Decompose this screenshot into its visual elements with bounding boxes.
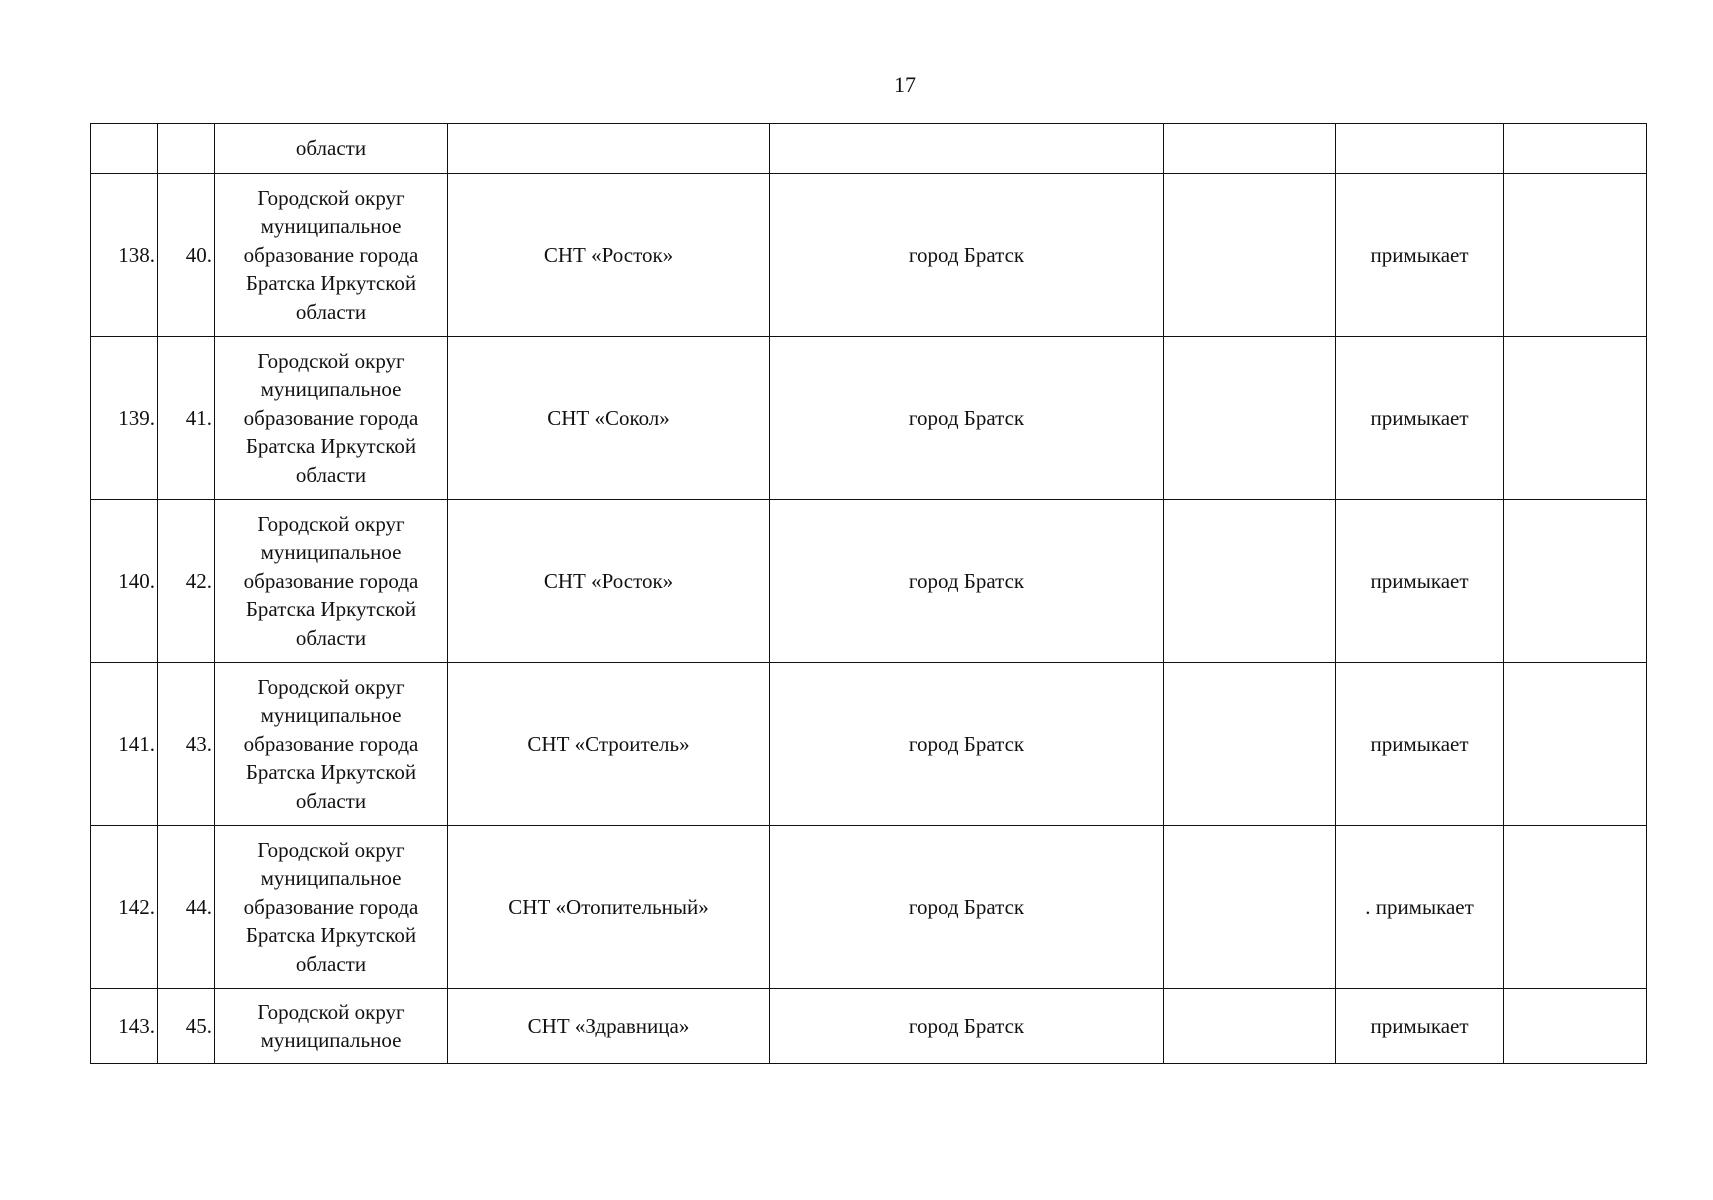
row-number-cell: 141. bbox=[91, 663, 158, 826]
municipality-cell bbox=[215, 337, 448, 500]
municipality-cell bbox=[215, 124, 448, 174]
note-cell bbox=[1504, 826, 1647, 989]
sub-number-cell: 41. bbox=[158, 337, 215, 500]
sub-number-cell: 40. bbox=[158, 174, 215, 337]
locality-cell: город Братск bbox=[770, 500, 1164, 663]
table-row-continuation bbox=[91, 124, 1647, 174]
relation-cell: примыкает bbox=[1336, 337, 1504, 500]
municipality-cell bbox=[215, 500, 448, 663]
municipality-text: Городской округ муниципальное образование города Братска Иркутской области bbox=[243, 185, 419, 324]
table-row bbox=[91, 989, 1647, 1064]
extra-cell bbox=[1164, 174, 1336, 337]
locality-cell: город Братск bbox=[770, 663, 1164, 826]
row-number-cell bbox=[91, 124, 158, 174]
note-cell bbox=[1504, 663, 1647, 826]
settlement-cell: СНТ «Здравница» bbox=[448, 989, 770, 1064]
registry-table bbox=[90, 123, 1647, 1064]
sub-number-cell: 43. bbox=[158, 663, 215, 826]
municipality-text: Городской округ муниципальное образование города Братска Иркутской области bbox=[243, 511, 419, 650]
table-row bbox=[91, 174, 1647, 337]
page-number: 17 bbox=[894, 72, 916, 97]
locality-cell: город Братск bbox=[770, 174, 1164, 337]
relation-cell bbox=[1336, 124, 1504, 174]
table-row bbox=[91, 826, 1647, 989]
note-cell bbox=[1504, 989, 1647, 1064]
relation-cell: примыкает bbox=[1336, 663, 1504, 826]
extra-cell bbox=[1164, 500, 1336, 663]
municipality-cell bbox=[215, 663, 448, 826]
municipality-text: Городской округ муниципальное bbox=[257, 999, 405, 1052]
settlement-cell: СНТ «Строитель» bbox=[448, 663, 770, 826]
table-row bbox=[91, 337, 1647, 500]
settlement-cell: СНТ «Росток» bbox=[448, 174, 770, 337]
extra-cell bbox=[1164, 124, 1336, 174]
extra-cell bbox=[1164, 337, 1336, 500]
municipality-text: Городской округ муниципальное образование города Братска Иркутской области bbox=[243, 837, 419, 976]
relation-cell: примыкает bbox=[1336, 500, 1504, 663]
note-cell bbox=[1504, 337, 1647, 500]
municipality-cell bbox=[215, 826, 448, 989]
settlement-cell: СНТ «Сокол» bbox=[448, 337, 770, 500]
municipality-text: Городской округ муниципальное образование города Братска Иркутской области bbox=[243, 674, 419, 813]
locality-cell: город Братск bbox=[770, 826, 1164, 989]
extra-cell bbox=[1164, 663, 1336, 826]
sub-number-cell: 42. bbox=[158, 500, 215, 663]
settlement-cell: СНТ «Отопительный» bbox=[448, 826, 770, 989]
table-row bbox=[91, 663, 1647, 826]
note-cell bbox=[1504, 500, 1647, 663]
note-cell bbox=[1504, 174, 1647, 337]
municipality-text: области bbox=[295, 136, 367, 161]
locality-cell bbox=[770, 124, 1164, 174]
municipality-cell bbox=[215, 989, 448, 1064]
settlement-cell bbox=[448, 124, 770, 174]
note-cell bbox=[1504, 124, 1647, 174]
row-number-cell: 143. bbox=[91, 989, 158, 1064]
municipality-cell bbox=[215, 174, 448, 337]
municipality-text: Городской округ муниципальное образование города Братска Иркутской области bbox=[243, 348, 419, 487]
relation-cell: примыкает bbox=[1336, 989, 1504, 1064]
row-number-cell: 138. bbox=[91, 174, 158, 337]
locality-cell: город Братск bbox=[770, 337, 1164, 500]
sub-number-cell bbox=[158, 124, 215, 174]
table-row bbox=[91, 500, 1647, 663]
sub-number-cell: 44. bbox=[158, 826, 215, 989]
relation-cell: примыкает bbox=[1336, 174, 1504, 337]
relation-cell: . примыкает bbox=[1336, 826, 1504, 989]
row-number-cell: 139. bbox=[91, 337, 158, 500]
row-number-cell: 142. bbox=[91, 826, 158, 989]
settlement-cell: СНТ «Росток» bbox=[448, 500, 770, 663]
row-number-cell: 140. bbox=[91, 500, 158, 663]
extra-cell bbox=[1164, 826, 1336, 989]
extra-cell bbox=[1164, 989, 1336, 1064]
sub-number-cell: 45. bbox=[158, 989, 215, 1064]
locality-cell: город Братск bbox=[770, 989, 1164, 1064]
